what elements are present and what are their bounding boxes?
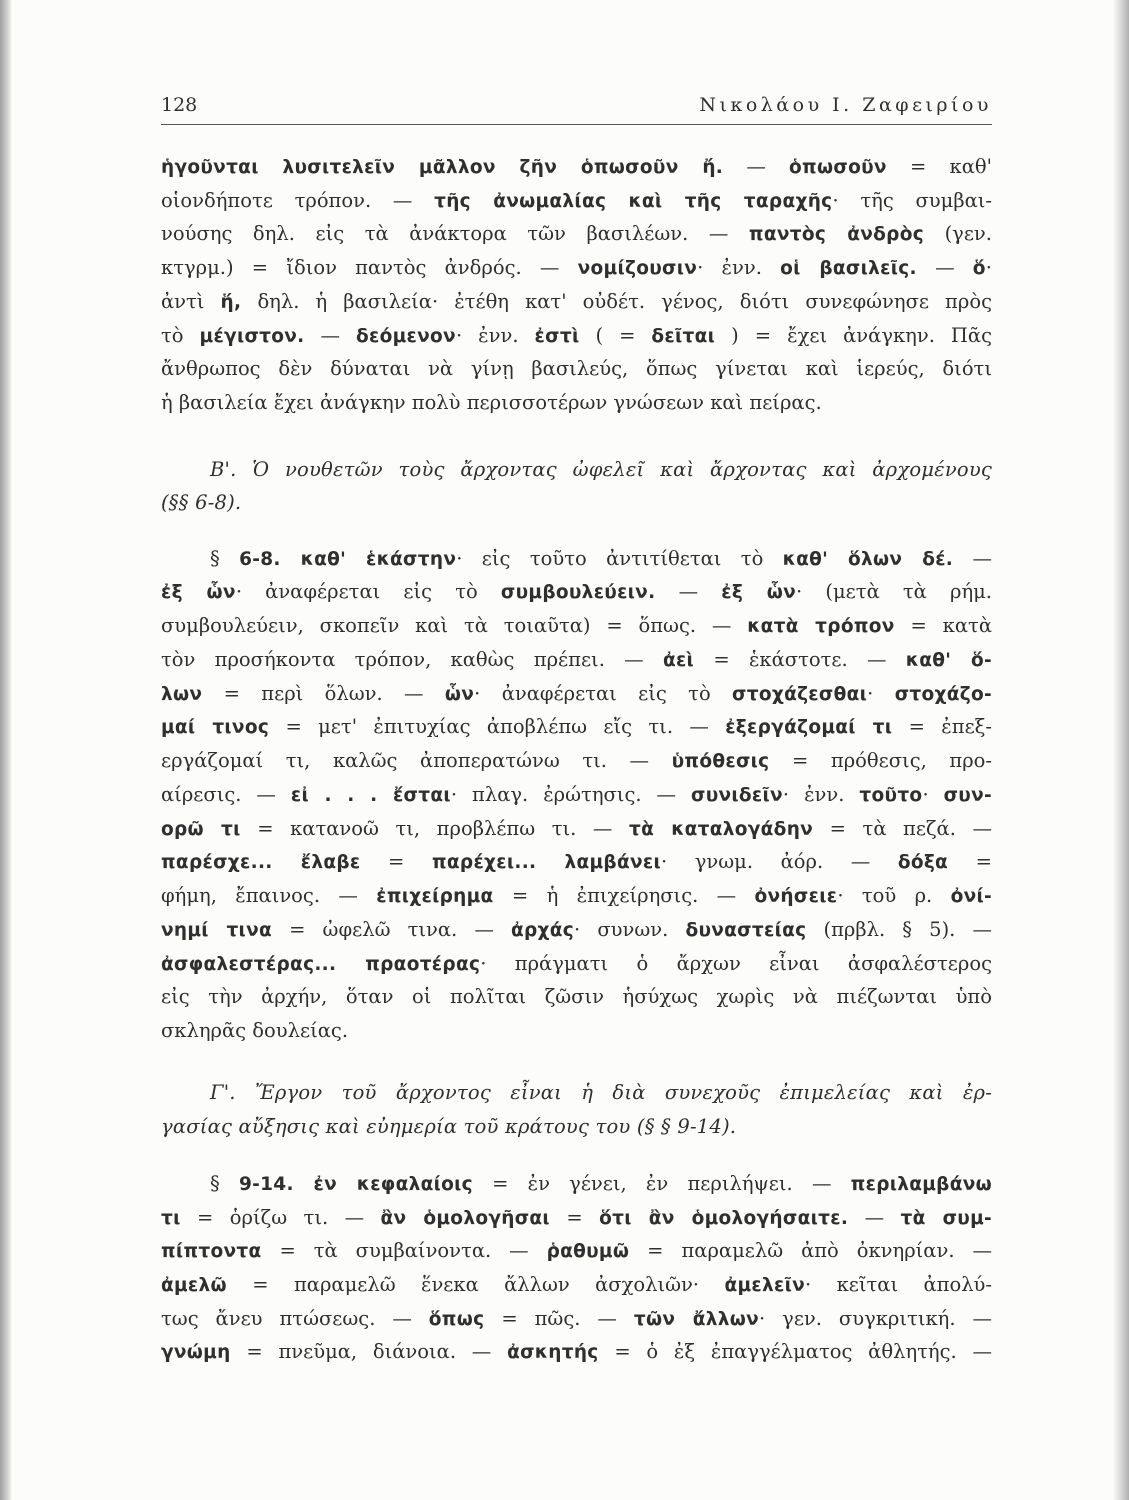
lemma-term: μέγιστον. [199,326,305,347]
lemma-term: καθ' ὅ- [905,650,992,671]
lemma-term: ἐξεργάζομαί τι [725,717,893,738]
lemma-term: εἰ . . . ἔσται [290,785,451,806]
lemma-term: στοχάζο- [894,684,992,705]
text-line: τως ἄνευ πτώσεως. — ὅπως = πῶς. — τῶν ἄλλων· γεν. συγκριτική. — [161,1307,992,1330]
lemma-term: τὰ συμ- [900,1208,992,1229]
text-line: μαί τινος = μετ' ἐπιτυχίας ἀποβλέπω εἴς τι. — ἐξεργάζομαί τι = ἐπεξ- [161,715,992,738]
text-line: ἡ βασιλεία ἔχει ἀνάγκην πολὺ περισσοτέρων γνώσεων καὶ πείρας. [161,391,822,414]
text-line: κτγρμ.) = ἴδιον παντὸς ἀνδρός. — νομίζουσιν· ἐνν. οἱ βασιλεῖς. — ὅ· [161,256,992,279]
text-line: ἀντὶ ἥ, δηλ. ἡ βασιλεία· ἐτέθη κατ' οὐδέτ. γένος, διότι συνεφώνησε πρὸς [161,290,993,313]
section-heading-line: Β'. Ὁ νουθετῶν τοὺς ἄρχοντας ὠφελεῖ καὶ ἄρχοντας καὶ ἀρχομένους [210,458,992,481]
lemma-term: οἱ βασιλεῖς. [780,258,917,279]
text-line: τι = ὁρίζω τι. — ἂν ὁμολογῆσαι = ὅτι ἂν ὁμολογήσαιτε. — τὰ συμ- [161,1206,992,1229]
page-header [161,90,992,125]
lemma-term: καθ' ὅλων δέ. [782,549,954,570]
lemma-term: ὧν [444,684,475,705]
section-heading-line: (§§ 6-8). [161,491,242,514]
lemma-term: στοχάζεσθαι [732,684,868,705]
lemma-term: 6-8. καθ' ἑκάστην [239,549,457,570]
text-line: φήμη, ἔπαινος. — ἐπιχείρημα = ἡ ἐπιχείρησις. — ὀνήσειε· τοῦ ρ. ὀνί- [161,884,992,907]
text-line: εἰς τὴν ἀρχήν, ὅταν οἱ πολῖται ζῶσιν ἡσύχως χωρὶς νὰ πιέζωνται ὑπὸ [161,985,992,1008]
lemma-term: ἀμελεῖν [724,1275,806,1296]
text-line: εργάζομαί τι, καλῶς ἀποπερατώνω τι. — ὑπόθεσις = πρόθεσις, προ- [161,749,992,772]
lemma-term: παντὸς ἀνδρὸς [748,224,924,245]
lemma-term: ἀρχάς [510,920,575,941]
lemma-term: ἐπιχείρημα [376,886,494,907]
section-heading-line: Γ'. Ἔργον τοῦ ἄρχοντος εἶναι ἡ διὰ συνεχοῦς ἐπιμελείας καὶ ἐρ- [210,1081,992,1104]
text-line: τὸ μέγιστον. — δεόμενον· ἐνν. ἐστὶ ( = δεῖται ) = ἔχει ἀνάγκην. Πᾶς [161,324,992,347]
text-line: πίπτοντα = τὰ συμβαίνοντα. — ῥαθυμῶ = παραμελῶ ἀπὸ ὀκνηρίαν. — [161,1239,992,1262]
text-line: τὸν προσήκοντα τρόπον, καθὼς πρέπει. — ἀεὶ = ἑκάστοτε. — καθ' ὅ- [161,648,992,671]
lemma-term: παρέχει... λαμβάνει [431,852,661,873]
lemma-term: τοῦτο [859,785,923,806]
text-line: ορῶ τι = κατανοῶ τι, προβλέπω τι. — τὰ καταλογάδην = τὰ πεζά. — [161,817,992,840]
lemma-term: τὰ καταλογάδην [628,819,814,840]
lemma-term: τῆς ἀνωμαλίας καὶ τῆς ταραχῆς [434,191,833,212]
page-number: 128 [161,94,198,116]
lemma-term: ἐστὶ [534,326,580,347]
text-line: λων = περὶ ὅλων. — ὧν· ἀναφέρεται εἰς τὸ στοχάζεσθαι· στοχάζο- [161,682,992,705]
lemma-term: ἀεὶ [662,650,695,671]
lemma-term: ὅπως [428,1309,485,1330]
lemma-term: ἀσκητής [507,1342,599,1363]
lemma-term: ορῶ τι [161,819,241,840]
lemma-term: συμβουλεύειν. [500,582,656,603]
lemma-term: ἀμελῶ [161,1275,227,1296]
text-line: γνώμη = πνεῦμα, διάνοια. — ἀσκητής = ὁ ἐξ ἐπαγγέλματος ἀθλητής. — [161,1340,992,1363]
text-line: νούσης δηλ. εἰς τὰ ἀνάκτορα τῶν βασιλέων. — παντὸς ἀνδρὸς (γεν. [161,222,992,245]
text-line: αίρεσις. — εἰ . . . ἔσται· πλαγ. ἐρώτησις. — συνιδεῖν· ἐνν. τοῦτο· συν- [161,783,992,806]
lemma-term: ἡγοῦνται λυσιτελεῖν μᾶλλον ζῆν ὁπωσοῦν ἤ. [161,157,724,178]
lemma-term: μαί τινος [161,717,270,738]
text-line: νημί τινα = ὠφελῶ τινα. — ἀρχάς· συνων. δυναστείας (πρβλ. § 5). — [161,918,992,941]
lemma-term: ὑπόθεσις [671,751,770,772]
lemma-term: δόξα [897,852,949,873]
lemma-term: ὁπωσοῦν [789,157,887,178]
text-line: ἄνθρωπος δὲν δύναται νὰ γίνῃ βασιλεύς, ὅπως γίνεται καὶ ἱερεύς, διότι [161,357,992,380]
lemma-term: ἂν ὁμολογῆσαι [380,1208,550,1229]
lemma-term: νομίζουσιν [577,258,698,279]
lemma-term: νημί τινα [161,920,272,941]
lemma-term: κατὰ τρόπον [747,616,895,637]
text-line: ἐξ ὧν· ἀναφέρεται εἰς τὸ συμβουλεύειν. — ἐξ ὧν· (μετὰ τὰ ρήμ. [161,580,993,603]
lemma-term: ἥ, [220,292,242,313]
lemma-term: λων [161,684,203,705]
lemma-term: περιλαμβάνω [850,1174,993,1195]
lemma-term: δυναστείας [685,920,807,941]
lemma-term: ὅ [972,258,986,279]
scan-right-edge [1113,0,1129,1500]
lemma-term: τι [161,1208,181,1229]
text-line: παρέσχε... ἔλαβε = παρέχει... λαμβάνει· γνωμ. ἀόρ. — δόξα = [161,850,992,873]
lemma-term: δεῖται [651,326,716,347]
lemma-term: συν- [943,785,992,806]
lemma-term: ὀνί- [950,886,992,907]
lemma-term: πίπτοντα [161,1241,262,1262]
scan-left-edge [0,0,12,1500]
lemma-term: ὀνήσειε [754,886,838,907]
lemma-term: δεόμενον [356,326,456,347]
lemma-term: ῥαθυμῶ [546,1241,630,1262]
text-line: ἡγοῦνται λυσιτελεῖν μᾶλλον ζῆν ὁπωσοῦν ἤ. — ὁπωσοῦν = καθ' [161,155,992,178]
text-line: συμβουλεύειν, σκοπεῖν καὶ τὰ τοιαῦτα) = ὅπως. — κατὰ τρόπον = κατὰ [161,614,992,637]
running-head: Νικολάου Ι. Ζαφειρίου [699,94,992,116]
section-heading-line: γασίας αὔξησις καὶ εὐημερία τοῦ κράτους του (§ § 9-14). [161,1115,737,1138]
text-line: § 6-8. καθ' ἑκάστην· εἰς τοῦτο ἀντιτίθεται τὸ καθ' ὅλων δέ. — [210,547,992,570]
lemma-term: συνιδεῖν [690,785,783,806]
text-line: ἀσφαλεστέρας... πραοτέρας· πράγματι ὁ ἄρχων εἶναι ἀσφαλέστερος [161,952,992,975]
lemma-term: ἀσφαλεστέρας... πραοτέρας [161,954,481,975]
lemma-term: γνώμη [161,1342,231,1363]
lemma-term: ἐξ ὧν [721,582,797,603]
lemma-term: ὅτι ἂν ὁμολογήσαιτε. [599,1208,849,1229]
lemma-term: 9-14. ἐν κεφαλαίοις [238,1174,473,1195]
text-line: ἀμελῶ = παραμελῶ ἕνεκα ἄλλων ἀσχολιῶν· ἀμελεῖν· κεῖται ἀπολύ- [161,1273,992,1296]
text-line: σκληρᾶς δουλείας. [161,1019,349,1042]
lemma-term: παρέσχε... ἔλαβε [161,852,361,873]
text-line: § 9-14. ἐν κεφαλαίοις = ἐν γένει, ἐν περιλήψει. — περιλαμβάνω [210,1172,993,1195]
lemma-term: τῶν ἄλλων [633,1309,760,1330]
lemma-term: ἐξ ὧν [161,582,236,603]
text-line: οἱονδήποτε τρόπον. — τῆς ἀνωμαλίας καὶ τῆς ταραχῆς· τῆς συμβαι- [161,189,992,212]
